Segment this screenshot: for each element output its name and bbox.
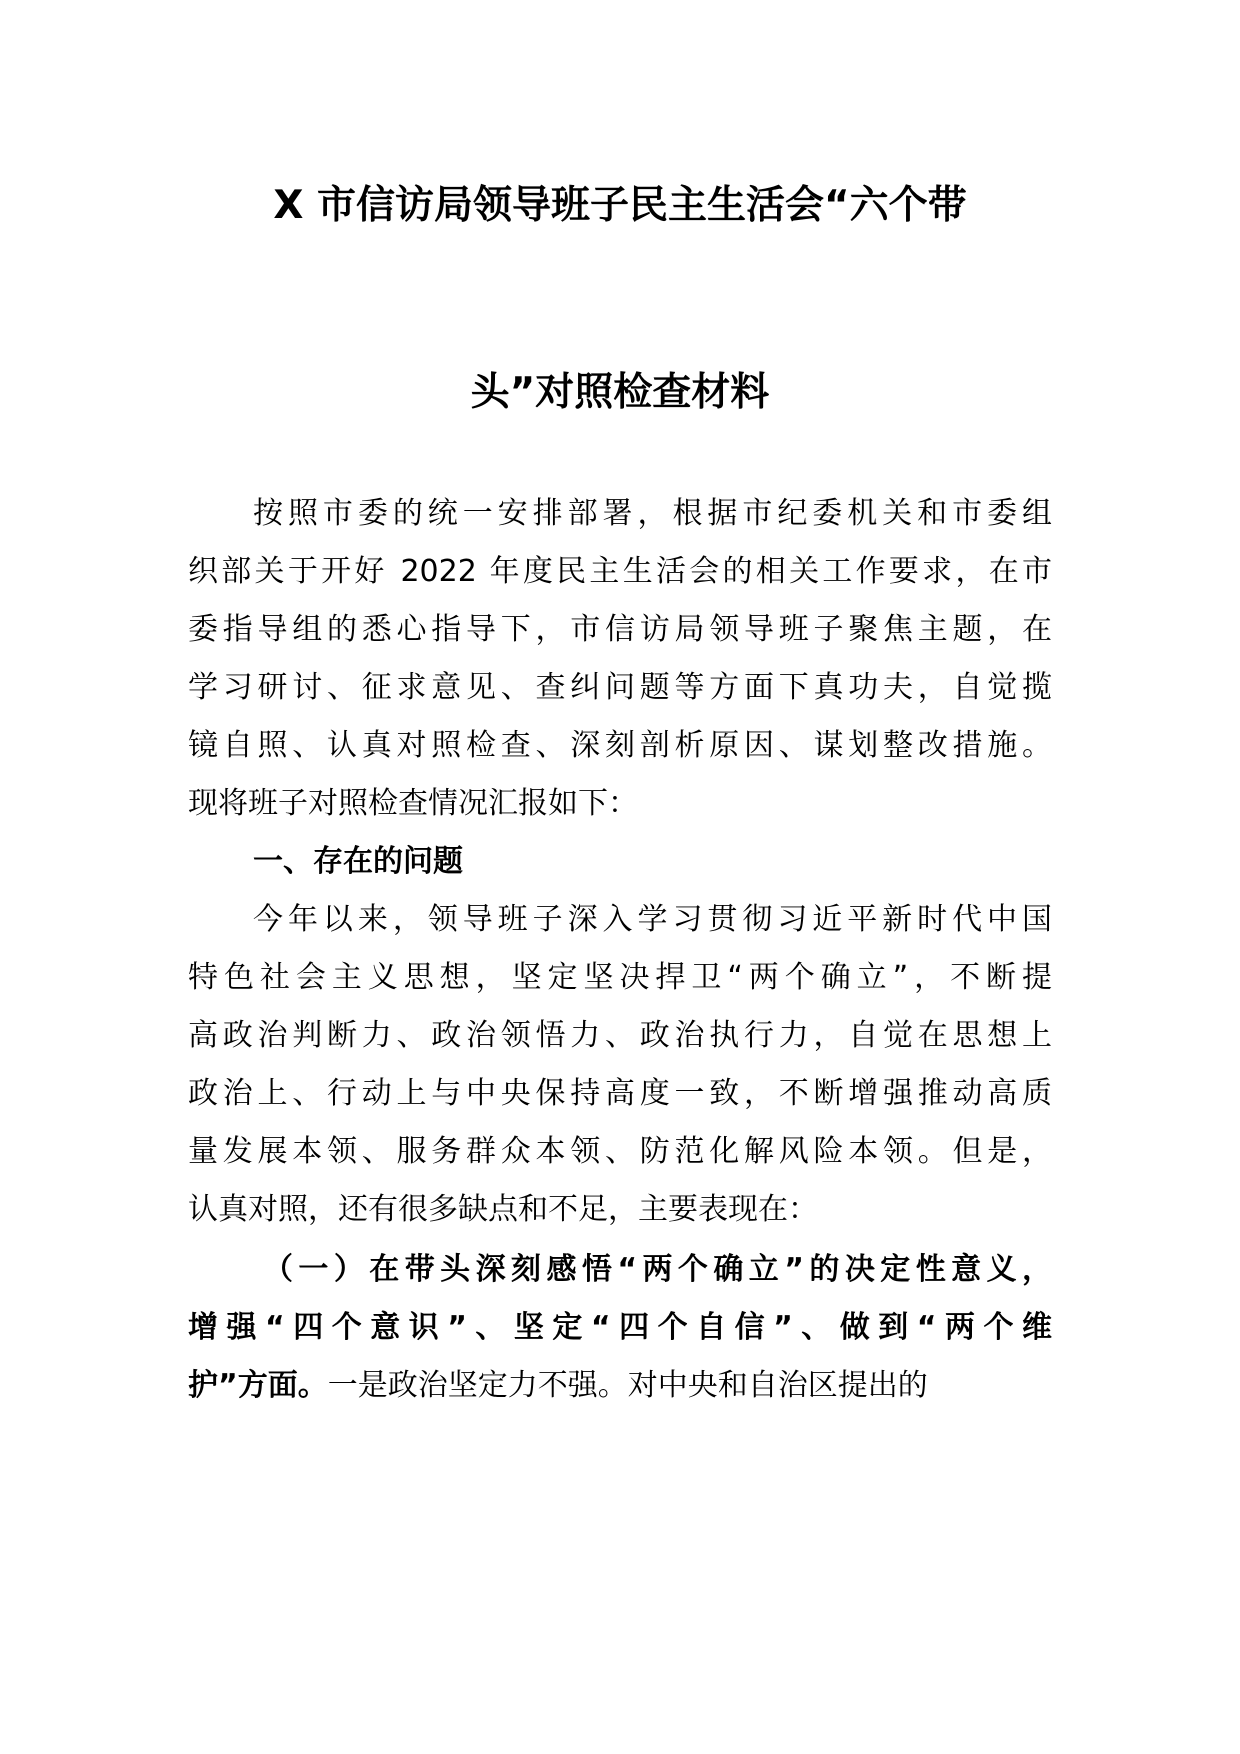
paragraph-2-line-3: 高政治判断力、政治领悟力、政治执行力，自觉在思想上 xyxy=(188,1018,1052,1053)
subsection-1-body-start: 一是政治坚定力不强。对中央和自治区提出的 xyxy=(327,1368,928,1403)
paragraph-1-line-4: 学习研讨、征求意见、查纠问题等方面下真功夫，自觉揽 xyxy=(188,670,1052,705)
paragraph-2-line-5: 量发展本领、服务群众本领、防范化解风险本领。但是， xyxy=(188,1134,1052,1169)
subsection-1-heading-line-2: 增强“四个意识”、坚定“四个自信”、做到“两个维 xyxy=(188,1310,1052,1345)
paragraph-2-line-1: 今年以来，领导班子深入学习贯彻习近平新时代中国 xyxy=(253,902,1052,937)
paragraph-1-line-5: 镜自照、认真对照检查、深刻剖析原因、谋划整改措施。 xyxy=(188,728,1052,763)
section-1-heading: 一、存在的问题 xyxy=(253,844,463,879)
document-title-line-2: 头”对照检查材料 xyxy=(470,370,770,415)
paragraph-2-line-6: 认真对照，还有很多缺点和不足，主要表现在： xyxy=(188,1192,818,1227)
document-title-line-1: X 市信访局领导班子民主生活会“六个带 xyxy=(273,183,967,228)
paragraph-1-line-3: 委指导组的悉心指导下，市信访局领导班子聚焦主题，在 xyxy=(188,612,1052,647)
subsection-1-heading-line-1: （一）在带头深刻感悟“两个确立”的决定性意义， xyxy=(263,1252,1052,1287)
subsection-1-line-3 xyxy=(188,1366,1052,1406)
paragraph-2-line-4: 政治上、行动上与中央保持高度一致，不断增强推动高质 xyxy=(188,1076,1052,1111)
paragraph-1-line-2: 织部关于开好 2022 年度民主生活会的相关工作要求，在市 xyxy=(188,554,1052,589)
paragraph-1-line-1: 按照市委的统一安排部署，根据市纪委机关和市委组 xyxy=(253,496,1052,531)
paragraph-2-line-2: 特色社会主义思想，坚定坚决捍卫“两个确立”，不断提 xyxy=(188,960,1052,995)
paragraph-1-line-6: 现将班子对照检查情况汇报如下： xyxy=(188,786,638,821)
subsection-1-heading-tail: 护”方面。 xyxy=(188,1368,328,1403)
